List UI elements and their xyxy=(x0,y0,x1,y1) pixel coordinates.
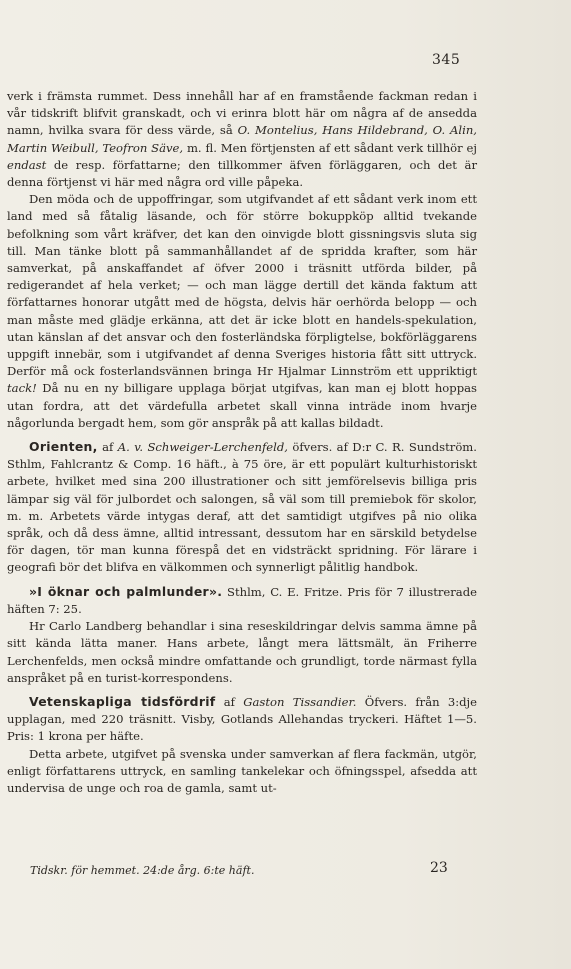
signature-mark: 23 xyxy=(430,860,448,876)
text-run: Då nu en ny billigare upplaga börjat utgifvas, kan man ej blott hoppas utan fordra, att det värdefulla arbetet skall vinna inträde inom hvarje någorlunda bergadt hem, som gör anspråk på att kallas bildadt. xyxy=(7,381,477,430)
paragraph xyxy=(7,583,477,618)
text-run: verk i främsta rummet. Dess innehåll har af en framstående fackman redan i vår tidskrift blifvit granskadt, och vi erinra blott här om några af de ansedda namn, hvilka svara för dess värde, så xyxy=(7,89,477,138)
paragraph xyxy=(7,438,477,577)
body-text xyxy=(7,88,477,797)
text-run: af xyxy=(215,694,244,709)
italic-text: tack! xyxy=(7,381,37,396)
text-run: öfvers. af D:r C. R. Sundström. Sthlm, Fahlcrantz & Comp. 16 häft., à 75 öre, är ett populärt kulturhistoriskt arbete, hvilket med sina 200 illustrationer och sitt jemförelsevis billiga pris lämpar sig väl för julbordet och salongen, så väl som till premiebok för skolor, m. m. Arbetets värde intygas deraf, att det samtidigt utgifves på nio olika språk, och då dess ämne, alltid intressant, dessutom har en särskild betydelse för dagen, tör man kunna förespå det en vidsträckt spridning. För lärare i geografi bör det blifva en välkommen och synnerligt pålitlig handbok. xyxy=(7,440,477,575)
text-run: Den möda och de uppoffringar, som utgifvandet af ett sådant verk inom ett land med så fåtalig läsande, och för större bokuppköp alltid tvekande befolkning som vårt kräfver, det kan den oinvigde blott gissningsvis sluta sig till. Man tänke blott på sammanhållandet af de spridda krafter, som här samverkat, på anskaffandet af öfver 2000 i träsnitt utförda bilder, på redigerandet af hela verket; — och man lägge dertill det kända faktum att författarnes honorar utgått med de högsta, delvis här oerhörda belopp — och man måste med glädje erkänna, att det är icke blott en handels-spekulation, utan känslan af det ansvar och den fosterländska förpligtelse, bokförläggarens uppgift innebär, som i utgifvandet af denna Sveriges historia fått sitt uttryck. Derför må ock fosterlandsvännen bringa Hr Hjalmar Linnström ett uppriktigt xyxy=(7,192,477,379)
entry-title: Orienten, xyxy=(29,439,98,455)
paragraph xyxy=(7,746,477,798)
text-run: de resp. författarne; den tillkommer äfven förläggaren, och det är denna förtjenst vi här med några ord ville påpeka. xyxy=(7,157,477,190)
text-run: Hr Carlo Landberg behandlar i sina reseskildringar delvis samma ämne på sitt kända lätta maner. Hans arbete, långt mera lättsmält, än Friherre Lerchenfelds, men också mindre omfattande och grundligt, torde närmast fylla anspråket på en turist-korrespondens. xyxy=(7,619,477,685)
italic-text: A. v. Schweiger-Lerchenfeld, xyxy=(117,440,288,455)
text-run: Öfvers. från 3:dje upplagan, med 220 träsnitt. Visby, Gotlands Allehandas tryckeri. Häftet 1—5. Pris: 1 krona per häfte. xyxy=(7,694,478,744)
paragraph xyxy=(7,191,477,432)
paragraph xyxy=(7,88,477,191)
text-run: Detta arbete, utgifvet på svenska under samverkan af flera fackmän, utgör, enligt författarens uttryck, en samling tankelekar och öfningsspel, afsedda att undervisa de unge och roa de gamla, samt ut- xyxy=(7,746,477,795)
entry-title: Vetenskapliga tidsfördrif xyxy=(29,693,216,709)
entry-title: »I öknar och palmlunder». xyxy=(29,583,223,599)
text-run: Sthlm, C. E. Fritze. Pris för 7 illustrerade häften 7: 25. xyxy=(7,584,477,616)
italic-text: endast xyxy=(7,157,47,172)
journal-footer: Tidskr. för hemmet. 24:de årg. 6:te häft. xyxy=(30,864,255,877)
text-run: m. fl. Men förtjensten af ett sådant verk tillhör ej xyxy=(183,140,477,155)
italic-text: Gaston Tissandier. xyxy=(243,694,357,709)
paragraph xyxy=(7,618,477,687)
paragraph xyxy=(7,693,477,746)
page-number: 345 xyxy=(432,52,461,68)
text-run: af xyxy=(97,440,118,455)
italic-text: O. Montelius, Hans Hildebrand, O. Alin, Martin Weibull, Teofron Säve, xyxy=(7,123,477,155)
